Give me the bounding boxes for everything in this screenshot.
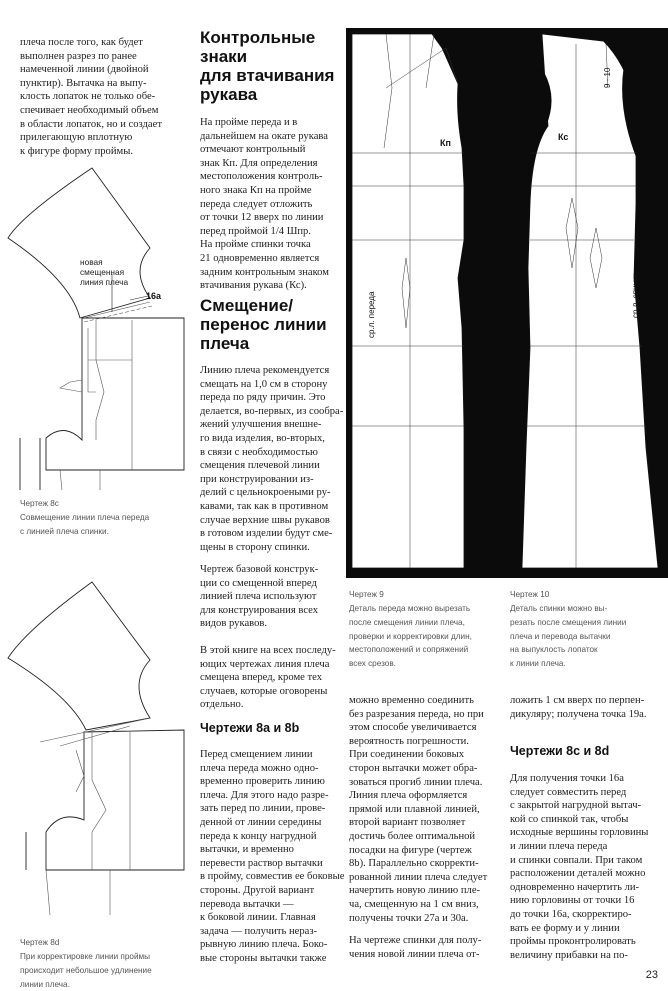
fig10-caption: Деталь спинки можно вы- резать после смещения линии плеча и перевода вытачки на выпуклость лопаток к линии плеча.	[510, 604, 627, 669]
figure-8d	[0, 570, 195, 915]
para-8ab: Перед смещением линии плеча переда можно одно- временно проверить линию плеча. Для этого надо разре- зать перед по линии, прове- денной от линии середины переда к концу нагрудной вытачки, и временно перевести раствор вытачки в пройму, совместив ее боковые стороны. Другой вариант перевода вытачки — к боковой линии. Главная задача — получить нераз- рывную линию плеча. Боко- вые стороны вытачки также	[200, 749, 345, 964]
para-shoulder-shift: Линию плеча рекомендуется смещать на 1,0 см в сторону переда по ряду причин. Это делается, во-первых, из сообра- жений улучшения внешне- го вида изделия, во-вторых, в связи с необходимостью смещения плечевой линии при конструировании из- делий с цельнокроеными ру- кавами, так как в противном случае верхние швы рукавов в готовом изделии будут сме- щены в сторону спинки.	[200, 365, 344, 553]
intro-text: плеча после того, как будет выполнен разрез по ранее намеченной линии (двойной пунктир). Вытачка на выпу- клость лопаток не только обе- спечивает необходимый объем в области лопаток, но и создает прилегающую вплотную к фигуре форму проймы.	[20, 37, 162, 157]
para-basic-construction: Чертеж базовой конструк- ции со смещенной вперед линией плеча используют для конструирования всех видов рукавов.	[200, 564, 319, 630]
para-8cd: Для получения точки 16а следует совместить перед с закрытой нагрудной вытач- кой со спинкой так, чтобы исходные вершины горловины и линии плеча переда и спинки совпали. При таком расположении деталей можно одновременно начертить ли- нию горловины от точки 16 до точки 16а, скорректиро- вать ее форму и у линии проймы проконтролировать величину прибавки на по-	[510, 773, 649, 961]
fig8c-caption-title: Чертеж 8с	[20, 499, 59, 508]
fig8c-annotation: новая смещенная линия плеча	[80, 257, 129, 287]
fig8c-point-label: 16а	[146, 291, 162, 301]
heading-control-marks: Контрольные знаки для втачивания рукава	[200, 28, 335, 104]
figure-9-10	[346, 28, 668, 578]
label-kc: Кс	[558, 132, 569, 142]
fig10-caption-title: Чертеж 10	[510, 590, 550, 599]
para-col4: ложить 1 см вверх по перпен- дикуляру; получена точка 19а.	[510, 695, 647, 720]
fig9-caption-title: Чертеж 9	[349, 590, 384, 599]
label-front-centre: ср.л. переда	[367, 291, 376, 338]
fig8d-caption: При корректировке линии проймы происходит небольшое удлинение линии плеча.	[20, 952, 152, 989]
para-col3: можно временно соединить без разрезания переда, но при этом способе увеличивается вероятность погрешности. При соединении боковых сторон вытачки может обра- зоваться прогиб линии плеча. Линия плеча оформляется прямой или плавной линией, второй вариант позволяет достичь более оптимальной посадки на фигуре (чертеж 8b). Параллельно скорректи- рованной линии плеча следует начертить новую линию пле- ча, смещенную на 1 см вниз, получены точки 27а и 30а.	[349, 695, 488, 924]
label-kp: Кп	[440, 138, 451, 148]
para-book-note: В этой книге на всех последу- ющих чертежах линия плеча смещена вперед, кроме тех случаев, которые оговорены отдельно.	[200, 645, 336, 711]
fig9-caption: Деталь переда можно вырезать после смещения линии плеча, проверки и корректировки длин, местоположений и сопряжений всех срезов.	[349, 604, 472, 669]
label-back-centre: ср.л. спинки	[631, 273, 640, 318]
heading-shoulder-shift: Смещение/ перенос линии плеча	[200, 296, 327, 353]
para-control-marks: На пройме переда и в дальнейшем на окате рукава отмечают контрольный знак Кп. Для определения местоположения контроль- ного знака Кп на пройме переда следует отложить от точки 12 вверх по линии перед проймой 1/4 Шпр. На пройме спинки точка 21 одновременно является задним контрольным знаком втачивания рукава (Кс).	[200, 117, 329, 292]
page-number: 23	[645, 969, 658, 981]
label-9-10: 9 - 10	[603, 67, 612, 88]
para-col3-back: На чертеже спинки для полу- чения новой линии плеча от-	[349, 935, 482, 960]
fig8c-caption: Совмещение линии плеча переда с линией плеча спинки.	[20, 513, 150, 536]
figure-8c	[0, 160, 195, 490]
subheading-8cd: Чертежи 8с и 8d	[510, 744, 610, 758]
subheading-8ab: Чертежи 8a и 8b	[200, 721, 300, 735]
fig8d-caption-title: Чертеж 8d	[20, 938, 60, 947]
